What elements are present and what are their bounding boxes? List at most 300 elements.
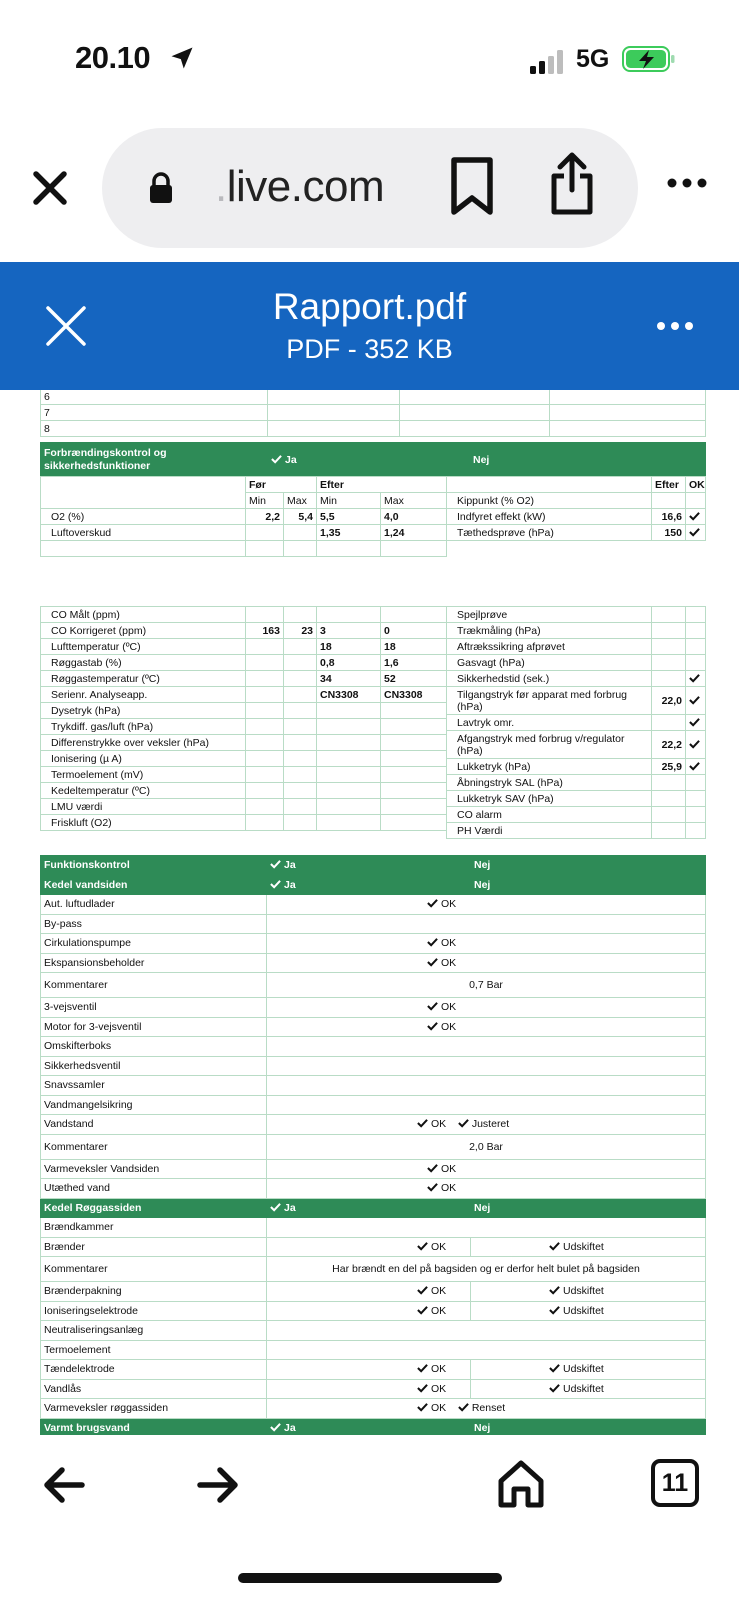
forbraending-section — [40, 442, 705, 477]
ok-mark: OK — [267, 1159, 706, 1179]
row-label-cell — [447, 823, 652, 839]
value-cell: 163 — [246, 623, 284, 639]
ok-cell — [686, 509, 706, 525]
table-row — [447, 639, 706, 655]
section-title: Kedel vandsiden — [41, 875, 267, 895]
ok-cell — [686, 623, 706, 639]
check-row — [41, 1399, 706, 1419]
checkmark-icon — [427, 898, 438, 908]
empty-cell — [267, 914, 706, 934]
url-text[interactable] — [215, 162, 384, 212]
top-rows-block — [40, 390, 706, 437]
table-row — [41, 719, 447, 735]
ok-cell — [686, 731, 706, 759]
check-row — [41, 1237, 706, 1257]
value-cell: 18 — [381, 639, 447, 655]
value-cell — [381, 815, 447, 831]
value-cell: 3 — [317, 623, 381, 639]
table-row — [41, 767, 447, 783]
col-ok: OK — [686, 477, 706, 493]
bookmark-icon[interactable] — [448, 156, 496, 216]
row-label-cell — [447, 807, 652, 823]
ok-cell — [686, 493, 706, 509]
check-row — [41, 1321, 706, 1341]
section-header-funktion — [41, 856, 706, 876]
value-cell — [317, 815, 381, 831]
check-label: Ioniseringselektrode — [41, 1301, 267, 1321]
checkmark-icon — [549, 1363, 560, 1373]
forbraending-header-table — [40, 442, 706, 477]
ok-mark: OK — [267, 1179, 706, 1199]
value-cell — [317, 751, 381, 767]
row-label: Tilgangstryk før apparat med forbrug — [457, 688, 628, 701]
checkmark-icon — [689, 761, 700, 771]
value-cell — [284, 703, 317, 719]
check-row — [41, 998, 706, 1018]
value-cell — [246, 655, 284, 671]
measure-right-table — [446, 606, 706, 839]
measure-left-block — [40, 606, 447, 831]
section-title: Varmt brugsvand — [41, 1418, 267, 1435]
value-cell — [317, 719, 381, 735]
value-cell — [246, 607, 284, 623]
checkmark-icon — [458, 1118, 469, 1128]
section-ja: Ja — [267, 1198, 471, 1218]
checkmark-icon — [427, 1182, 438, 1192]
check-row — [41, 1037, 706, 1057]
forbraending-right-block — [446, 476, 706, 541]
table-row — [447, 823, 706, 839]
table-row — [41, 687, 447, 703]
col-efter: Efter — [317, 477, 447, 493]
check-label: Neutraliseringsanlæg — [41, 1321, 267, 1341]
home-icon[interactable] — [497, 1459, 545, 1509]
row-label: Ionisering (µ A) — [41, 751, 246, 767]
checkmark-icon — [689, 511, 700, 521]
blank-cell — [41, 477, 246, 509]
row-label: Friskluft (O2) — [41, 815, 246, 831]
value-cell — [284, 607, 317, 623]
check-label: Kommentarer — [41, 1257, 267, 1282]
section-header-vand — [41, 875, 706, 895]
checkmark-icon — [270, 879, 281, 889]
check-row — [41, 1076, 706, 1096]
forbraending-left-table — [40, 476, 447, 557]
ok-cell — [686, 687, 706, 715]
value-cell — [246, 815, 284, 831]
value-cell: 2,2 — [246, 509, 284, 525]
table-row — [447, 671, 706, 687]
check-label: Motor for 3-vejsventil — [41, 1017, 267, 1037]
checkmark-icon — [417, 1363, 428, 1373]
table-row — [447, 493, 706, 509]
comment-cell: 0,7 Bar — [267, 973, 706, 998]
row-label: Røggastemperatur (ºC) — [41, 671, 246, 687]
ok-mark: OK Renset — [267, 1399, 706, 1419]
section-ja: Ja — [267, 1418, 471, 1435]
forbraending-title-line1: Forbrændingskontrol og — [44, 446, 167, 459]
checkmark-icon — [549, 1241, 560, 1251]
empty-cell — [267, 1321, 706, 1341]
row-label-cell — [447, 607, 652, 623]
table-row — [447, 715, 706, 731]
check-label: Cirkulationspumpe — [41, 934, 267, 954]
check-label: 3-vejsventil — [41, 998, 267, 1018]
row-label: Kippunkt (% O2) — [447, 493, 652, 509]
value-cell: 1,35 — [317, 525, 381, 541]
table-row — [41, 799, 447, 815]
value-cell — [284, 767, 317, 783]
udskiftet-mark: Udskiftet — [471, 1379, 706, 1399]
value-cell — [652, 655, 686, 671]
table-row — [447, 607, 706, 623]
check-row — [41, 1159, 706, 1179]
row-label: Lufttemperatur (ºC) — [41, 639, 246, 655]
row-label-cont: (hPa) — [457, 700, 483, 713]
checkmark-icon — [427, 1021, 438, 1031]
forbraending-header-row — [41, 443, 706, 477]
value-cell — [284, 525, 317, 541]
pdf-viewer-header — [0, 262, 739, 390]
row-label: Serienr. Analyseapp. — [41, 687, 246, 703]
ok-cell — [686, 715, 706, 731]
lock-icon — [148, 172, 174, 204]
value-cell — [246, 799, 284, 815]
empty-cell — [267, 1037, 706, 1057]
check-label: Varmeveksler røggassiden — [41, 1399, 267, 1419]
check-row — [41, 1179, 706, 1199]
back-arrow-icon[interactable] — [42, 1465, 86, 1505]
url-domain: live.com — [226, 162, 385, 211]
ok-cell — [686, 525, 706, 541]
value-cell: 22,2 — [652, 731, 686, 759]
forbraending-ja: Ja — [268, 443, 470, 477]
ok-mark: OK — [267, 1379, 471, 1399]
check-label: Vandmangelsikring — [41, 1095, 267, 1115]
udskiftet-mark: Udskiftet — [471, 1237, 706, 1257]
table-row — [41, 655, 447, 671]
value-cell — [381, 607, 447, 623]
value-cell — [246, 783, 284, 799]
value-cell — [317, 767, 381, 783]
check-label: Utæthed vand — [41, 1179, 267, 1199]
row-label: Trækmåling (hPa) — [457, 624, 541, 637]
more-options-icon[interactable] — [666, 176, 708, 190]
check-row — [41, 973, 706, 998]
checkmark-icon — [689, 527, 700, 537]
value-cell: 4,0 — [381, 509, 447, 525]
pdf-more-icon[interactable] — [656, 320, 694, 332]
row-label: Lukketryk SAV (hPa) — [457, 792, 554, 805]
table-row — [447, 731, 706, 759]
check-label: Aut. luftudlader — [41, 895, 267, 915]
check-label: Brænder — [41, 1237, 267, 1257]
value-cell — [284, 815, 317, 831]
check-row — [41, 1257, 706, 1282]
section-title: Funktionskontrol — [41, 856, 267, 876]
row-label: Trykdiff. gas/luft (hPa) — [41, 719, 246, 735]
check-row — [41, 1115, 706, 1135]
ok-mark: OK — [267, 1301, 471, 1321]
value-cell — [652, 607, 686, 623]
ok-mark: OK Justeret — [267, 1115, 706, 1135]
value-cell — [246, 671, 284, 687]
ok-cell — [686, 639, 706, 655]
value-cell: 16,6 — [652, 509, 686, 525]
checkmark-icon — [417, 1285, 428, 1295]
top-rows-table — [40, 390, 706, 437]
value-cell — [652, 639, 686, 655]
value-cell: CN3308 — [317, 687, 381, 703]
row-label: Aftrækssikring afprøvet — [457, 640, 565, 653]
section-nej: Nej — [471, 1198, 706, 1218]
ok-cell — [686, 671, 706, 687]
value-cell: 150 — [652, 525, 686, 541]
ok-mark: OK — [267, 934, 706, 954]
value-cell — [246, 525, 284, 541]
value-cell — [652, 823, 686, 839]
check-label: By-pass — [41, 914, 267, 934]
table-row — [41, 623, 447, 639]
table-row — [41, 509, 447, 525]
value-cell: 25,9 — [652, 759, 686, 775]
value-cell — [652, 623, 686, 639]
value-cell — [652, 807, 686, 823]
forward-arrow-icon[interactable] — [196, 1465, 240, 1505]
table-row — [41, 639, 447, 655]
check-label: Brænderpakning — [41, 1282, 267, 1302]
value-cell — [284, 671, 317, 687]
home-indicator[interactable] — [238, 1573, 502, 1583]
value-cell — [381, 783, 447, 799]
value-cell: 18 — [317, 639, 381, 655]
checkmark-icon — [458, 1402, 469, 1412]
checkmark-icon — [417, 1402, 428, 1412]
table-row — [41, 421, 706, 437]
close-icon[interactable] — [30, 168, 70, 208]
checkmark-icon — [549, 1285, 560, 1295]
check-table — [40, 855, 706, 1435]
forbraending-left-block — [40, 476, 447, 557]
table-row — [41, 525, 447, 541]
value-cell — [652, 791, 686, 807]
table-row — [41, 607, 447, 623]
check-sections — [40, 855, 705, 1435]
value-cell — [284, 735, 317, 751]
value-cell — [652, 493, 686, 509]
check-label: Sikkerhedsventil — [41, 1056, 267, 1076]
value-cell — [246, 767, 284, 783]
blank-row — [41, 541, 447, 557]
check-label: Snavssamler — [41, 1076, 267, 1096]
check-row — [41, 1218, 706, 1238]
section-title: Kedel Røggassiden — [41, 1198, 267, 1218]
check-label: Termoelement — [41, 1340, 267, 1360]
col-max-2: Max — [381, 493, 447, 509]
row-number: 8 — [41, 421, 268, 437]
ok-cell — [686, 607, 706, 623]
row-label: Differenstrykke over veksler (hPa) — [41, 735, 246, 751]
checkmark-icon — [270, 1422, 281, 1432]
value-cell — [652, 671, 686, 687]
value-cell — [381, 799, 447, 815]
value-cell — [246, 751, 284, 767]
row-label-cell — [447, 687, 652, 715]
share-icon[interactable] — [548, 152, 596, 216]
tab-switcher-button[interactable]: 11 — [651, 1459, 699, 1507]
value-cell — [317, 783, 381, 799]
row-label-cell — [447, 715, 652, 731]
ok-mark: OK — [267, 1282, 471, 1302]
checkmark-icon — [689, 739, 700, 749]
table-row — [41, 735, 447, 751]
value-cell — [284, 719, 317, 735]
forbraending-title — [41, 443, 268, 477]
row-label: Termoelement (mV) — [41, 767, 246, 783]
url-faded-part: . — [215, 162, 227, 211]
check-label: Omskifterboks — [41, 1037, 267, 1057]
table-row — [41, 671, 447, 687]
table-row — [41, 815, 447, 831]
row-label-cell — [447, 731, 652, 759]
row-label-cell — [447, 639, 652, 655]
status-bar — [0, 0, 739, 110]
row-label: Gasvagt (hPa) — [457, 656, 525, 669]
value-cell — [317, 735, 381, 751]
section-header-next — [41, 1418, 706, 1435]
table-row — [447, 525, 706, 541]
empty-cell — [267, 1076, 706, 1096]
row-label: Lavtryk omr. — [457, 716, 515, 729]
empty-cell — [267, 1095, 706, 1115]
checkmark-icon — [427, 1001, 438, 1011]
measure-left-table — [40, 606, 447, 831]
value-cell: 5,4 — [284, 509, 317, 525]
value-cell — [381, 751, 447, 767]
col-min-2: Min — [317, 493, 381, 509]
table-row — [41, 390, 706, 405]
table-row — [447, 775, 706, 791]
row-label-cell — [447, 775, 652, 791]
browser-toolbar — [0, 110, 739, 260]
check-row — [41, 1340, 706, 1360]
checkmark-icon — [427, 937, 438, 947]
checkmark-icon — [549, 1383, 560, 1393]
value-cell — [246, 703, 284, 719]
check-label: Varmeveksler Vandsiden — [41, 1159, 267, 1179]
col-header-row — [41, 477, 447, 493]
row-label: Kedeltemperatur (ºC) — [41, 783, 246, 799]
empty-cell — [267, 1056, 706, 1076]
empty-cell — [267, 1340, 706, 1360]
udskiftet-mark: Udskiftet — [471, 1360, 706, 1380]
table-row — [41, 703, 447, 719]
row-label: Sikkerhedstid (sek.) — [457, 672, 550, 685]
check-row — [41, 1134, 706, 1159]
value-cell — [652, 775, 686, 791]
checkmark-icon — [689, 717, 700, 727]
row-label-cell — [447, 623, 652, 639]
col-min: Min — [246, 493, 284, 509]
ok-cell — [686, 775, 706, 791]
value-cell: 1,24 — [381, 525, 447, 541]
row-label: Dysetryk (hPa) — [41, 703, 246, 719]
col-max: Max — [284, 493, 317, 509]
ok-cell — [686, 791, 706, 807]
check-label: Ekspansionsbeholder — [41, 953, 267, 973]
value-cell — [317, 799, 381, 815]
checkmark-icon — [427, 957, 438, 967]
row-label: PH Værdi — [457, 824, 503, 837]
value-cell — [284, 655, 317, 671]
checkmark-icon — [427, 1163, 438, 1173]
checkmark-icon — [417, 1305, 428, 1315]
section-ja: Ja — [267, 875, 471, 895]
check-label: Kommentarer — [41, 973, 267, 998]
row-label: O2 (%) — [41, 509, 246, 525]
table-row — [447, 687, 706, 715]
value-cell — [381, 719, 447, 735]
value-cell — [317, 703, 381, 719]
table-row — [41, 783, 447, 799]
row-label-cell — [447, 671, 652, 687]
ok-mark: OK — [267, 1017, 706, 1037]
table-row — [447, 623, 706, 639]
value-cell — [246, 639, 284, 655]
ok-mark: OK — [267, 1237, 471, 1257]
check-row — [41, 914, 706, 934]
col-foer: Før — [246, 477, 317, 493]
value-cell — [284, 639, 317, 655]
row-number: 6 — [41, 390, 268, 405]
value-cell: 0 — [381, 623, 447, 639]
value-cell: 23 — [284, 623, 317, 639]
row-label: CO alarm — [457, 808, 502, 821]
check-label: Brændkammer — [41, 1218, 267, 1238]
check-row — [41, 953, 706, 973]
pdf-document[interactable] — [0, 390, 739, 1435]
row-label: Tæthedsprøve (hPa) — [447, 525, 652, 541]
check-label: Vandlås — [41, 1379, 267, 1399]
value-cell — [284, 783, 317, 799]
value-cell — [652, 715, 686, 731]
check-row — [41, 1360, 706, 1380]
ok-cell — [686, 655, 706, 671]
checkmark-icon — [689, 695, 700, 705]
check-label: Vandstand — [41, 1115, 267, 1135]
value-cell — [284, 799, 317, 815]
row-label-cell — [447, 759, 652, 775]
clock: 20.10 — [75, 40, 151, 75]
check-row — [41, 1379, 706, 1399]
table-row — [447, 759, 706, 775]
table-row — [447, 791, 706, 807]
ok-cell — [686, 759, 706, 775]
measure-right-block — [446, 606, 706, 839]
value-cell: CN3308 — [381, 687, 447, 703]
table-row — [447, 655, 706, 671]
comment-cell: Har brændt en del på bagsiden og er derfor helt bulet på bagsiden — [267, 1257, 706, 1282]
value-cell: 22,0 — [652, 687, 686, 715]
row-label: CO Korrigeret (ppm) — [41, 623, 246, 639]
ok-cell — [686, 807, 706, 823]
pdf-title: Rapport.pdf — [272, 286, 467, 327]
table-row — [41, 751, 447, 767]
ok-mark: OK — [267, 895, 706, 915]
forbraending-right-table — [446, 476, 706, 541]
udskiftet-mark: Udskiftet — [471, 1301, 706, 1321]
check-row — [41, 1282, 706, 1302]
